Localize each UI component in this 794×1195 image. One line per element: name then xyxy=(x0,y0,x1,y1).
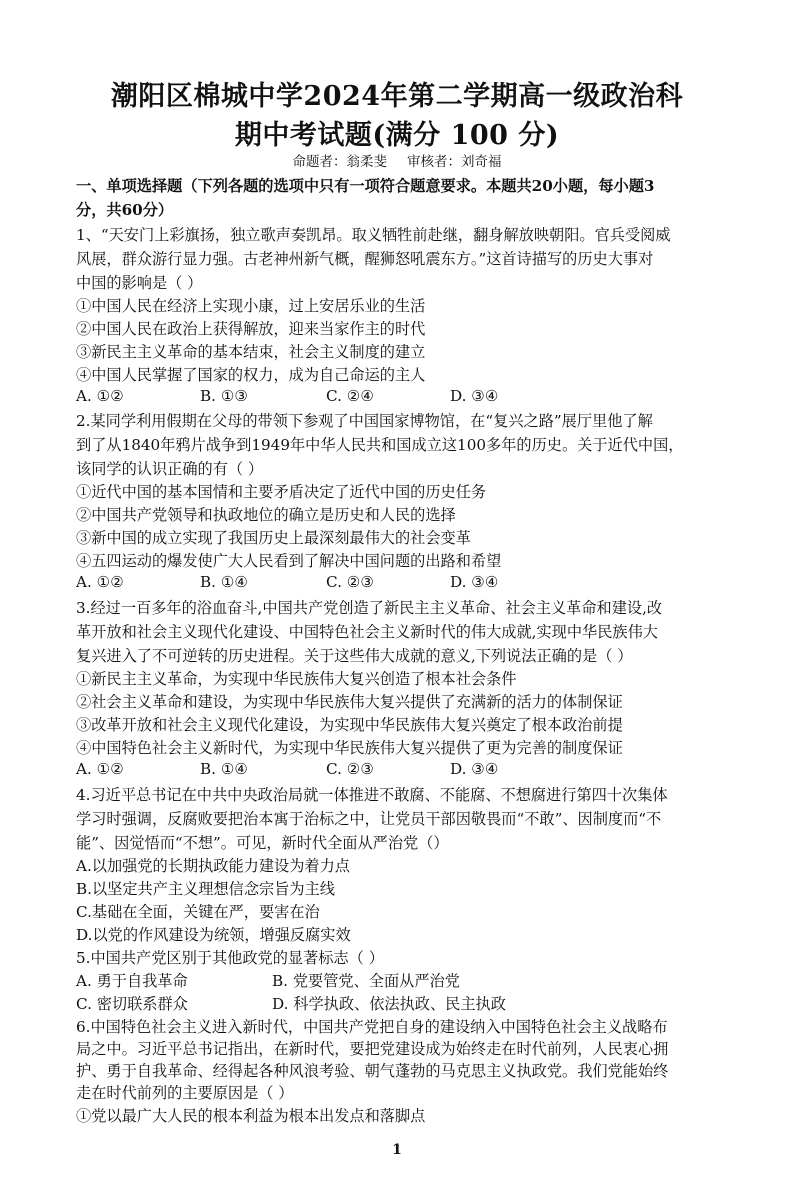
option-c: C. ②③ xyxy=(326,760,374,778)
q6-stem-line: 局之中。习近平总书记指出，在新时代，要把党建设成为始终走在时代前列，人民衷心拥 xyxy=(76,1040,669,1058)
option-b: B. 党要管党、全面从严治党 xyxy=(272,972,460,990)
q2-statement: ①近代中国的基本国情和主要矛盾决定了近代中国的历史任务 xyxy=(76,483,487,501)
section-heading-line2: 分，共60分） xyxy=(76,201,174,219)
q2-statement: ④五四运动的爆发使广大人民看到了解决中国问题的出路和希望 xyxy=(76,552,502,570)
q1-stem-line: 中国的影响是（ ） xyxy=(76,274,203,292)
option-b: B. ①④ xyxy=(200,760,249,778)
q3-stem-line: 复兴进入了不可逆转的历史进程。关于这些伟大成就的意义,下列说法正确的是（ ） xyxy=(76,647,633,665)
option-a: A. ①② xyxy=(76,573,124,591)
reviewer: 审核者：刘奇福 xyxy=(407,154,502,170)
q5-stem: 5.中国共产党区别于其他政党的显著标志（ ） xyxy=(76,949,384,967)
q4-stem-line: 4.习近平总书记在中共中央政治局就一体推进不敢腐、不能腐、不想腐进行第四十次集体 xyxy=(76,786,668,804)
option-b: B. ①④ xyxy=(200,573,249,591)
q6-stem-line: 护、勇于自我革命、经得起各种风浪考验、朝气蓬勃的马克思主义执政党。我们党能始终 xyxy=(76,1062,669,1080)
q4-stem-line: 能”、因觉悟而“不想”。可见，新时代全面从严治党（） xyxy=(76,834,449,852)
exam-title-line2: 期中考试题(满分 100 分) xyxy=(234,120,560,151)
q4-option: D.以党的作风建设为统领，增强反腐实效 xyxy=(76,926,351,944)
option-a: A. ①② xyxy=(76,760,124,778)
q2-stem-line: 到了从1840年鸦片战争到1949年中华人民共和国成立这100多年的历史。关于近代中国， xyxy=(76,436,684,454)
q4-option: B.以坚定共产主义理想信念宗旨为主线 xyxy=(76,880,335,898)
q6-stem-line: 6.中国特色社会主义进入新时代，中国共产党把自身的建设纳入中国特色社会主义战略布 xyxy=(76,1018,668,1036)
exam-title-line1: 潮阳区棉城中学2024年第二学期高一级政治科 xyxy=(110,81,684,112)
q1-statement: ④中国人民掌握了国家的权力，成为自己命运的主人 xyxy=(76,366,426,384)
option-b: B. ①③ xyxy=(200,387,249,405)
option-d: D. 科学执政、依法执政、民主执政 xyxy=(272,995,506,1013)
authors-line xyxy=(0,150,794,170)
q2-statement: ②中国共产党领导和执政地位的确立是历史和人民的选择 xyxy=(76,506,456,524)
option-c: C. ②③ xyxy=(326,573,374,591)
option-d: D. ③④ xyxy=(450,387,499,405)
q3-statement: ④中国特色社会主义新时代，为实现中华民族伟大复兴提供了更为完善的制度保证 xyxy=(76,739,623,757)
option-d: D. ③④ xyxy=(450,573,499,591)
q3-statement: ①新民主主义革命，为实现中华民族伟大复兴创造了根本社会条件 xyxy=(76,670,517,688)
q2-statement: ③新中国的成立实现了我国历史上最深刻最伟大的社会变革 xyxy=(76,529,471,547)
q2-stem-line: 该同学的认识正确的有（ ） xyxy=(76,460,264,478)
q1-statement: ②中国人民在政治上获得解放，迎来当家作主的时代 xyxy=(76,320,426,338)
option-a: A. ①② xyxy=(76,387,124,405)
section-heading-line1: 一、单项选择题（下列各题的选项中只有一项符合题意要求。本题共20小题，每小题3 xyxy=(76,177,655,195)
option-a: A. 勇于自我革命 xyxy=(76,972,188,990)
q3-stem-line: 革开放和社会主义现代化建设、中国特色社会主义新时代的伟大成就,实现中华民族伟大 xyxy=(76,623,658,641)
q6-statement: ①党以最广大人民的根本利益为根本出发点和落脚点 xyxy=(76,1107,426,1125)
q1-stem-line: 1、“天安门上彩旗扬，独立歌声奏凯昂。取义牺牲前赴继，翻身解放映朝阳。官兵受阅威 xyxy=(76,226,671,244)
q3-stem-line: 3.经过一百多年的浴血奋斗,中国共产党创造了新民主主义革命、社会主义革命和建设,改 xyxy=(76,599,663,617)
q4-option: C.基础在全面，关键在严，要害在治 xyxy=(76,903,320,921)
q3-statement: ②社会主义革命和建设，为实现中华民族伟大复兴提供了充满新的活力的体制保证 xyxy=(76,693,623,711)
q2-stem-line: 2.某同学利用假期在父母的带领下参观了中国国家博物馆，在“复兴之路”展厅里他了解 xyxy=(76,412,653,430)
option-c: C. ②④ xyxy=(326,387,374,405)
option-d: D. ③④ xyxy=(450,760,499,778)
question-setter: 命题者：翁柔斐 xyxy=(292,154,387,170)
option-c: C. 密切联系群众 xyxy=(76,995,188,1013)
q1-stem-line: 风展，群众游行显力强。古老神州新气概，醒狮怒吼震东方。”这首诗描写的历史大事对 xyxy=(76,250,654,268)
q6-stem-line: 走在时代前列的主要原因是（ ） xyxy=(76,1084,294,1102)
page-number: 1 xyxy=(392,1142,402,1158)
q3-statement: ③改革开放和社会主义现代化建设，为实现中华民族伟大复兴奠定了根本政治前提 xyxy=(76,716,623,734)
q4-option: A.以加强党的长期执政能力建设为着力点 xyxy=(76,857,350,875)
q4-stem-line: 学习时强调，反腐败要把治本寓于治标之中，让党员干部因敬畏而“不敢”、因制度而“不 xyxy=(76,810,662,828)
q1-statement: ①中国人民在经济上实现小康，过上安居乐业的生活 xyxy=(76,297,426,315)
q1-statement: ③新民主主义革命的基本结束，社会主义制度的建立 xyxy=(76,343,426,361)
